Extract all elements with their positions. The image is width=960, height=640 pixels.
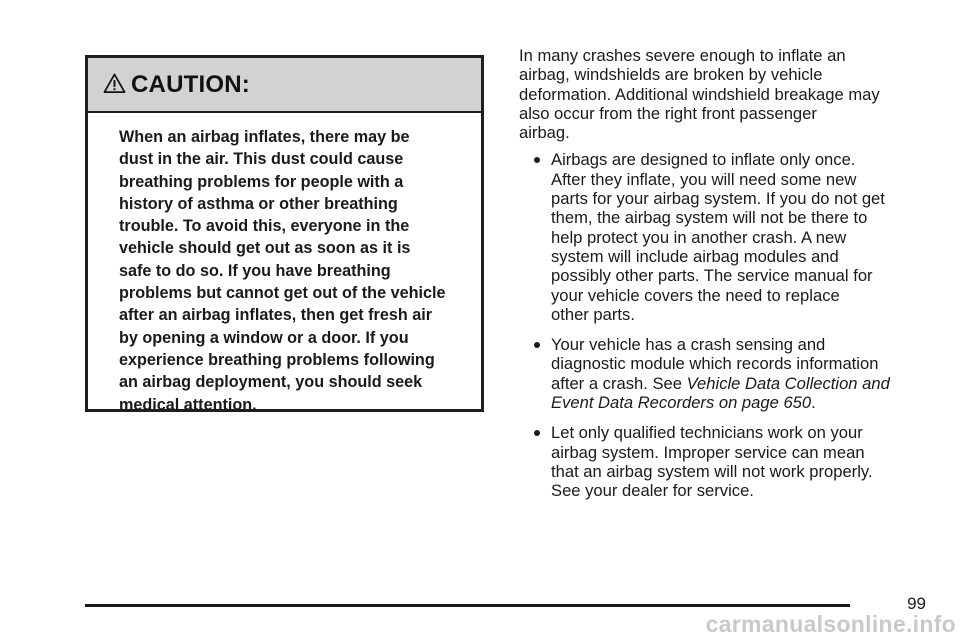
- caution-line: medical attention.: [119, 395, 257, 414]
- cross-reference-link[interactable]: Vehicle Data Collection and: [686, 373, 890, 393]
- footer-rule: [85, 604, 850, 607]
- bullet-line: Your vehicle has a crash sensing and: [551, 335, 826, 355]
- caution-line: When an airbag inflates, there may be: [119, 128, 410, 146]
- right-column: [519, 46, 939, 512]
- caution-title: CAUTION:: [131, 70, 250, 98]
- bullet-item: [519, 150, 939, 324]
- caution-box: [85, 55, 484, 412]
- bullet-item: [519, 335, 939, 412]
- bullet-line: them, the airbag system will not be there to: [551, 208, 868, 228]
- intro-line: also occur from the right front passenger: [519, 103, 817, 123]
- bullet-item: [519, 423, 939, 500]
- bullet-line: possibly other parts. The service manual for: [551, 266, 873, 286]
- bullet-line: After they inflate, you will need some new: [551, 169, 857, 189]
- caution-line: problems but cannot get out of the vehicle: [119, 284, 446, 303]
- bullet-line: after a crash. See: [551, 373, 687, 393]
- bullet-line: Let only qualified technicians work on your: [551, 423, 863, 443]
- bullet-line: your vehicle covers the need to replace: [551, 285, 840, 305]
- caution-line: breathing problems for people with a: [119, 172, 404, 191]
- bullet-line: system will include airbag modules and: [551, 246, 839, 266]
- bullet-line: help protect you in another crash. A new: [551, 227, 847, 247]
- bullet-line: airbag system. Improper service can mean: [551, 442, 865, 462]
- caution-line: trouble. To avoid this, everyone in the: [119, 217, 410, 236]
- cross-reference-link[interactable]: Event Data Recorders on page 650: [551, 393, 812, 413]
- bullet-list: [519, 150, 939, 500]
- caution-line: by opening a window or a door. If you: [119, 328, 409, 347]
- caution-line: after an airbag inflates, then get fresh air: [119, 306, 433, 325]
- bullet-icon: [534, 342, 540, 348]
- caution-line: safe to do so. If you have breathing: [119, 261, 391, 280]
- bullet-line: See your dealer for service.: [551, 481, 754, 501]
- watermark: carmanualsonline.info: [705, 611, 956, 637]
- intro-paragraph: [519, 46, 939, 142]
- caution-line: history of asthma or other breathing: [119, 194, 398, 213]
- bullet-icon: [534, 430, 540, 436]
- bullet-line: .: [811, 393, 816, 413]
- warning-triangle-icon: [103, 72, 126, 94]
- bullet-line: Airbags are designed to inflate only once.: [551, 150, 856, 170]
- caution-text: [88, 113, 481, 416]
- caution-line: dust in the air. This dust could cause: [119, 150, 404, 169]
- bullet-line: diagnostic module which records information: [551, 354, 879, 374]
- bullet-line: other parts.: [551, 304, 635, 324]
- intro-line: deformation. Additional windshield breakage may: [519, 84, 880, 104]
- bullet-line: that an airbag system will not work properly.: [551, 461, 873, 481]
- page-number: 99: [907, 594, 926, 613]
- caution-line: an airbag deployment, you should seek: [119, 373, 423, 392]
- intro-line: In many crashes severe enough to inflate an: [519, 46, 846, 65]
- intro-line: airbag, windshields are broken by vehicle: [519, 65, 823, 85]
- caution-header: [88, 58, 481, 113]
- intro-line: airbag.: [519, 123, 570, 143]
- bullet-icon: [534, 157, 540, 163]
- caution-line: vehicle should get out as soon as it is: [119, 239, 411, 258]
- bullet-line: parts for your airbag system. If you do not get: [551, 189, 885, 209]
- caution-line: experience breathing problems following: [119, 350, 435, 369]
